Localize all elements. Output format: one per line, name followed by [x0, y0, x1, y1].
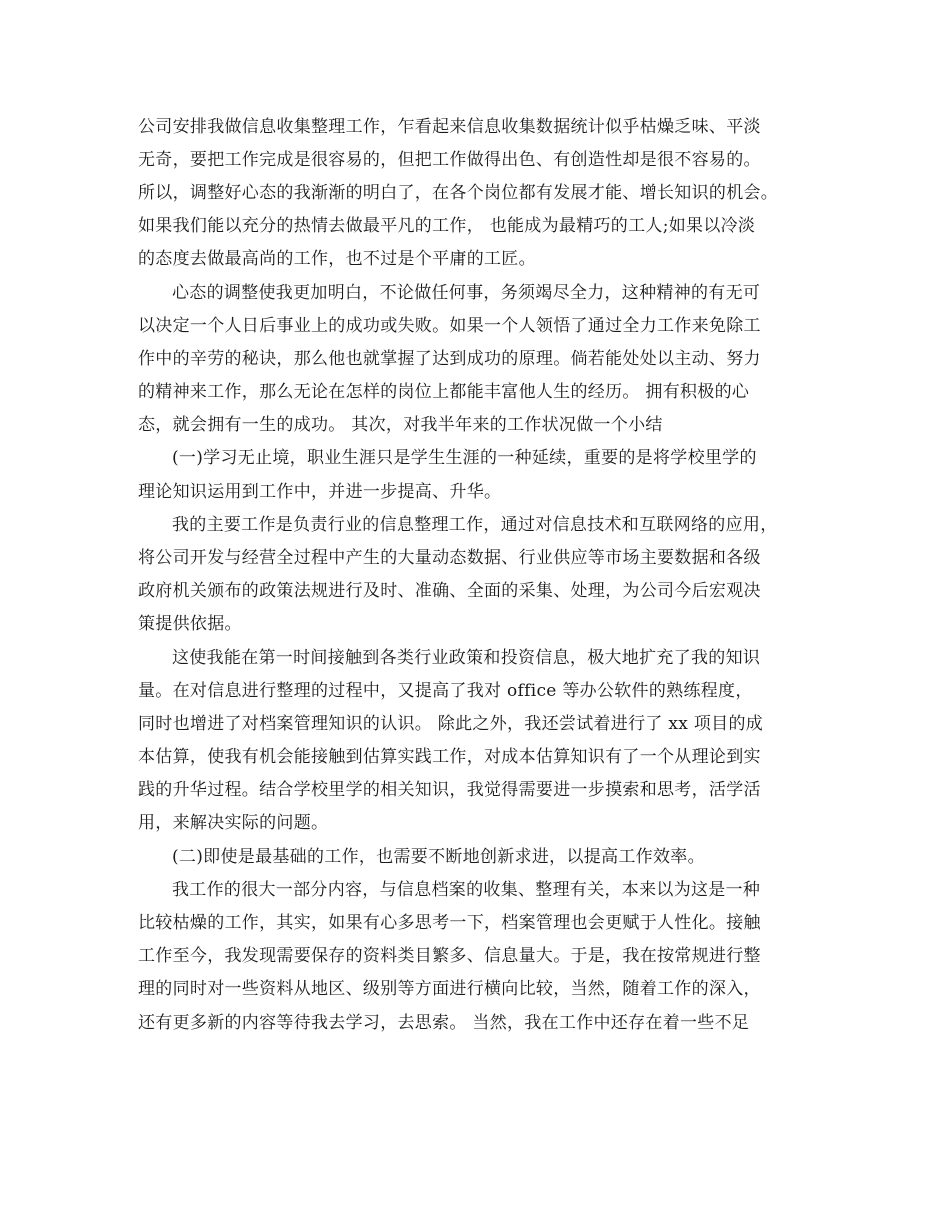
text-line: 工作至今，我发现需要保存的资料类目繁多、信息量大。于是，我在按常规进行整	[138, 946, 761, 966]
text-line: 政府机关颁布的政策法规进行及时、准确、全面的采集、处理，为公司今后宏观决	[138, 581, 761, 601]
text-line: 用，来解决实际的问题。	[138, 813, 329, 833]
text-line: 无奇，要把工作完成是很容易的，但把工作做得出色、有创造性却是很不容易的。	[138, 150, 761, 170]
text-line: 公司安排我做信息收集整理工作，乍看起来信息收集数据统计似乎枯燥乏味、平淡	[138, 117, 761, 137]
text-line: 如果我们能以充分的热情去做最平凡的工作， 也能成为最精巧的工人;如果以冷淡	[138, 216, 756, 236]
text-line: 理的同时对一些资料从地区、级别等方面进行横向比较，当然，随着工作的深入，	[138, 979, 761, 999]
paragraph-start-line: 我工作的很大一部分内容，与信息档案的收集、整理有关，本来以为这是一种	[172, 880, 761, 900]
text-line: 量。在对信息进行整理的过程中，又提高了我对 office 等办公软件的熟练程度，	[138, 681, 753, 701]
text-line: 以决定一个人日后事业上的成功或失败。如果一个人领悟了通过全力工作来免除工	[138, 316, 761, 336]
paragraph-start-line: 这使我能在第一时间接触到各类行业政策和投资信息，极大地扩充了我的知识	[172, 648, 761, 668]
text-line: 的态度去做最高尚的工作，也不过是个平庸的工匠。	[138, 249, 536, 269]
text-line: 作中的辛劳的秘诀，那么他也就掌握了达到成功的原理。倘若能处处以主动、努力	[138, 349, 761, 369]
text-line: 同时也增进了对档案管理知识的认识。 除此之外，我还尝试着进行了 xx 项目的成	[138, 714, 764, 734]
text-line: 将公司开发与经营全过程中产生的大量动态数据、行业供应等市场主要数据和各级	[138, 548, 761, 568]
text-line: 所以，调整好心态的我渐渐的明白了，在各个岗位都有发展才能、增长知识的机会。	[138, 183, 779, 203]
paragraph-start-line: 心态的调整使我更加明白，不论做任何事，务须竭尽全力，这种精神的有无可	[172, 283, 761, 303]
text-line: 践的升华过程。结合学校里学的相关知识，我觉得需要进一步摸索和思考，活学活	[138, 780, 761, 800]
paragraph-start-line: (一)学习无止境，职业生涯只是学生生涯的一种延续，重要的是将学校里学的	[172, 448, 757, 468]
text-line: 理论知识运用到工作中，并进一步提高、升华。	[138, 482, 502, 502]
text-line: 本估算，使我有机会能接触到估算实践工作，对成本估算知识有了一个从理论到实	[138, 747, 761, 767]
paragraph-start-line: (二)即使是最基础的工作，也需要不断地创新求进，以提高工作效率。	[172, 847, 705, 867]
paragraph-start-line: 我的主要工作是负责行业的信息整理工作，通过对信息技术和互联网络的应用，	[172, 515, 778, 535]
text-line: 策提供依据。	[138, 614, 242, 634]
text-line: 还有更多新的内容等待我去学习，去思索。 当然，我在工作中还存在着一些不足	[138, 1013, 750, 1033]
text-line: 比较枯燥的工作，其实，如果有心多思考一下，档案管理也会更赋于人性化。接触	[138, 913, 761, 933]
text-line: 的精神来工作，那么无论在怎样的岗位上都能丰富他人生的经历。 拥有积极的心	[138, 382, 750, 402]
text-line: 态，就会拥有一生的成功。 其次，对我半年来的工作状况做一个小结	[138, 415, 663, 435]
